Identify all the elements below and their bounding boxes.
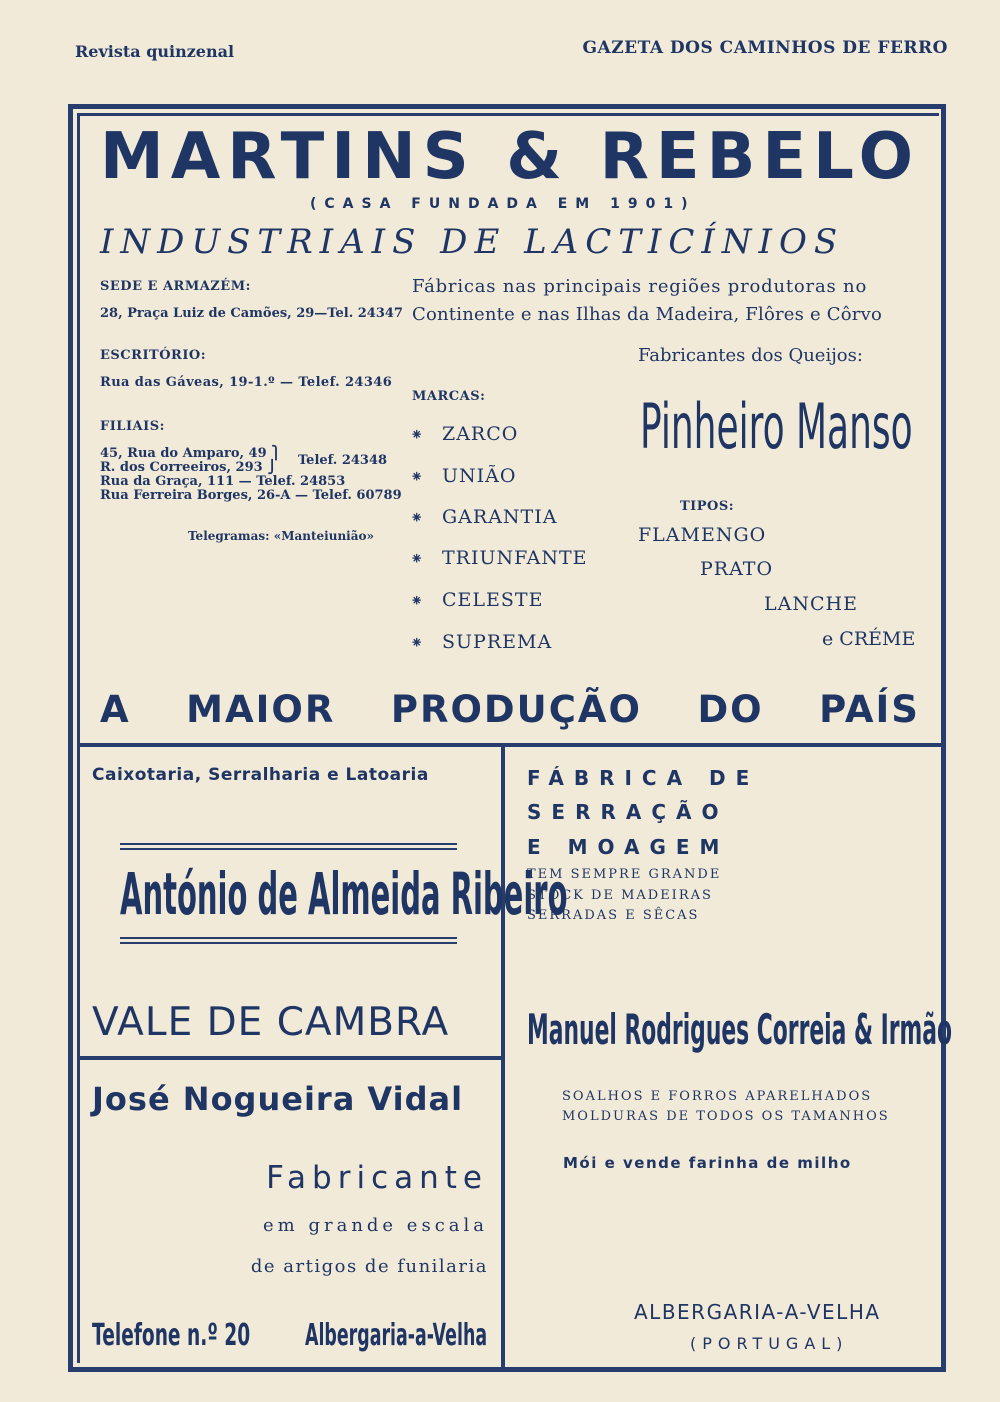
founded-line: (CASA FUNDADA EM 1901) — [310, 196, 696, 212]
star-icon: ⁕ — [410, 425, 425, 444]
marca-item: ⁕ ZARCO — [410, 423, 519, 445]
products-line-1: SOALHOS E FORROS APARELHADOS — [562, 1089, 873, 1104]
divider-left-lower — [77, 1056, 503, 1060]
trades-line: Caixotaria, Serralharia e Latoaria — [92, 765, 429, 785]
double-rule-bottom — [120, 937, 457, 944]
filiais-phone: Telef. 24348 — [298, 453, 388, 468]
fabricante-line: Fabricante — [266, 1160, 488, 1196]
star-icon: ⁕ — [410, 549, 425, 568]
divider-horizontal — [77, 743, 941, 747]
star-icon: ⁕ — [410, 633, 425, 652]
frame-inner-top — [77, 113, 939, 116]
double-rule-top — [120, 843, 457, 850]
sede-address: 28, Praça Luiz de Camões, 29—Tel. 24347 — [100, 306, 403, 321]
title-word-martins: MARTINS — [100, 120, 476, 194]
manuel-place: ALBERGARIA-A-VELHA — [634, 1300, 881, 1324]
antonio-place: VALE DE CAMBRA — [92, 1000, 450, 1045]
fabrica-line-3: E MOAGEM — [527, 835, 730, 859]
jose-place: Albergaria-a-Velha — [305, 1318, 488, 1353]
marca-item: ⁕ UNIÃO — [410, 465, 517, 487]
milling-line: Mói e vende farinha de milho — [563, 1154, 852, 1172]
slogan-word: PAÍS — [819, 688, 920, 731]
marca-item: ⁕ SUPREMA — [410, 631, 553, 653]
tipo-flamengo: FLAMENGO — [638, 524, 767, 546]
fabrica-line-1: FÁBRICA DE — [527, 766, 760, 790]
stock-line-1: TEM SEMPRE GRANDE — [527, 867, 722, 882]
frame-inner-left — [77, 113, 80, 1363]
manuel-name: Manuel Rodrigues Correia & Irmão — [527, 1005, 953, 1054]
star-icon: ⁕ — [410, 591, 425, 610]
header-right: GAZETA DOS CAMINHOS DE FERRO — [582, 38, 948, 58]
fabrica-line-2: SERRAÇÃO — [527, 800, 729, 824]
slogan-word: PRODUÇÃO — [390, 688, 642, 731]
industrials-line: INDUSTRIAIS DE LACTICÍNIOS — [100, 222, 845, 262]
escritorio-address: Rua das Gáveas, 19-1.º — Telef. 24346 — [100, 375, 393, 390]
star-icon: ⁕ — [410, 467, 425, 486]
marca-item: ⁕ TRIUNFANTE — [410, 547, 588, 569]
slogan-word: MAIOR — [186, 688, 336, 731]
antonio-name: António de Almeida Ribeiro — [120, 860, 568, 928]
filial-3: Rua da Graça, 111 — Telef. 24853 — [100, 474, 346, 489]
filial-4: Rua Ferreira Borges, 26-A — Telef. 60789 — [100, 488, 402, 503]
star-icon: ⁕ — [410, 508, 425, 527]
stock-line-2: STOCK DE MADEIRAS — [527, 888, 713, 903]
filiais-label: FILIAIS: — [100, 419, 165, 434]
sede-label: SEDE E ARMAZÉM: — [100, 279, 251, 294]
tipo-prato: PRATO — [700, 558, 774, 580]
telegrams: Telegramas: «Manteiunião» — [188, 529, 375, 543]
stock-line-3: SERRADAS E SÊCAS — [527, 908, 700, 923]
slogan-word: DO — [697, 688, 764, 731]
queijos-label: Fabricantes dos Queijos: — [638, 345, 863, 366]
marcas-label: MARCAS: — [412, 389, 486, 404]
products-line-2: MOLDURAS DE TODOS OS TAMANHOS — [562, 1109, 890, 1124]
martins-title — [100, 120, 920, 194]
header-left: Revista quinzenal — [75, 42, 235, 61]
articles-line: de artigos de funilaria — [250, 1256, 488, 1277]
jose-telefone: Telefone n.º 20 — [92, 1318, 251, 1353]
scale-line: em grande escala — [263, 1215, 488, 1236]
title-ampersand: & — [506, 120, 570, 194]
escritorio-label: ESCRITÓRIO: — [100, 348, 207, 363]
marca-item: ⁕ GARANTIA — [410, 506, 558, 528]
filial-2: R. dos Correeiros, 293 ⎭ — [100, 460, 277, 475]
factories-line-2: Continente e nas Ilhas da Madeira, Flôres e Côrvo — [412, 304, 882, 325]
filial-1: 45, Rua do Amparo, 49 ⎫ — [100, 446, 281, 461]
tipos-label: TIPOS: — [680, 499, 735, 514]
factories-line-1: Fábricas nas principais regiões produtoras no — [412, 276, 868, 297]
tipo-lanche: LANCHE — [764, 593, 858, 615]
tipo-creme: e CRÉME — [822, 628, 916, 650]
title-word-rebelo: REBELO — [599, 120, 920, 194]
jose-name: José Nogueira Vidal — [92, 1080, 464, 1118]
slogan-word: A — [100, 688, 131, 731]
manuel-country: (PORTUGAL) — [690, 1334, 849, 1353]
slogan — [100, 688, 920, 731]
queijo-brand: Pinheiro Manso — [640, 390, 913, 463]
marca-item: ⁕ CELESTE — [410, 589, 544, 611]
